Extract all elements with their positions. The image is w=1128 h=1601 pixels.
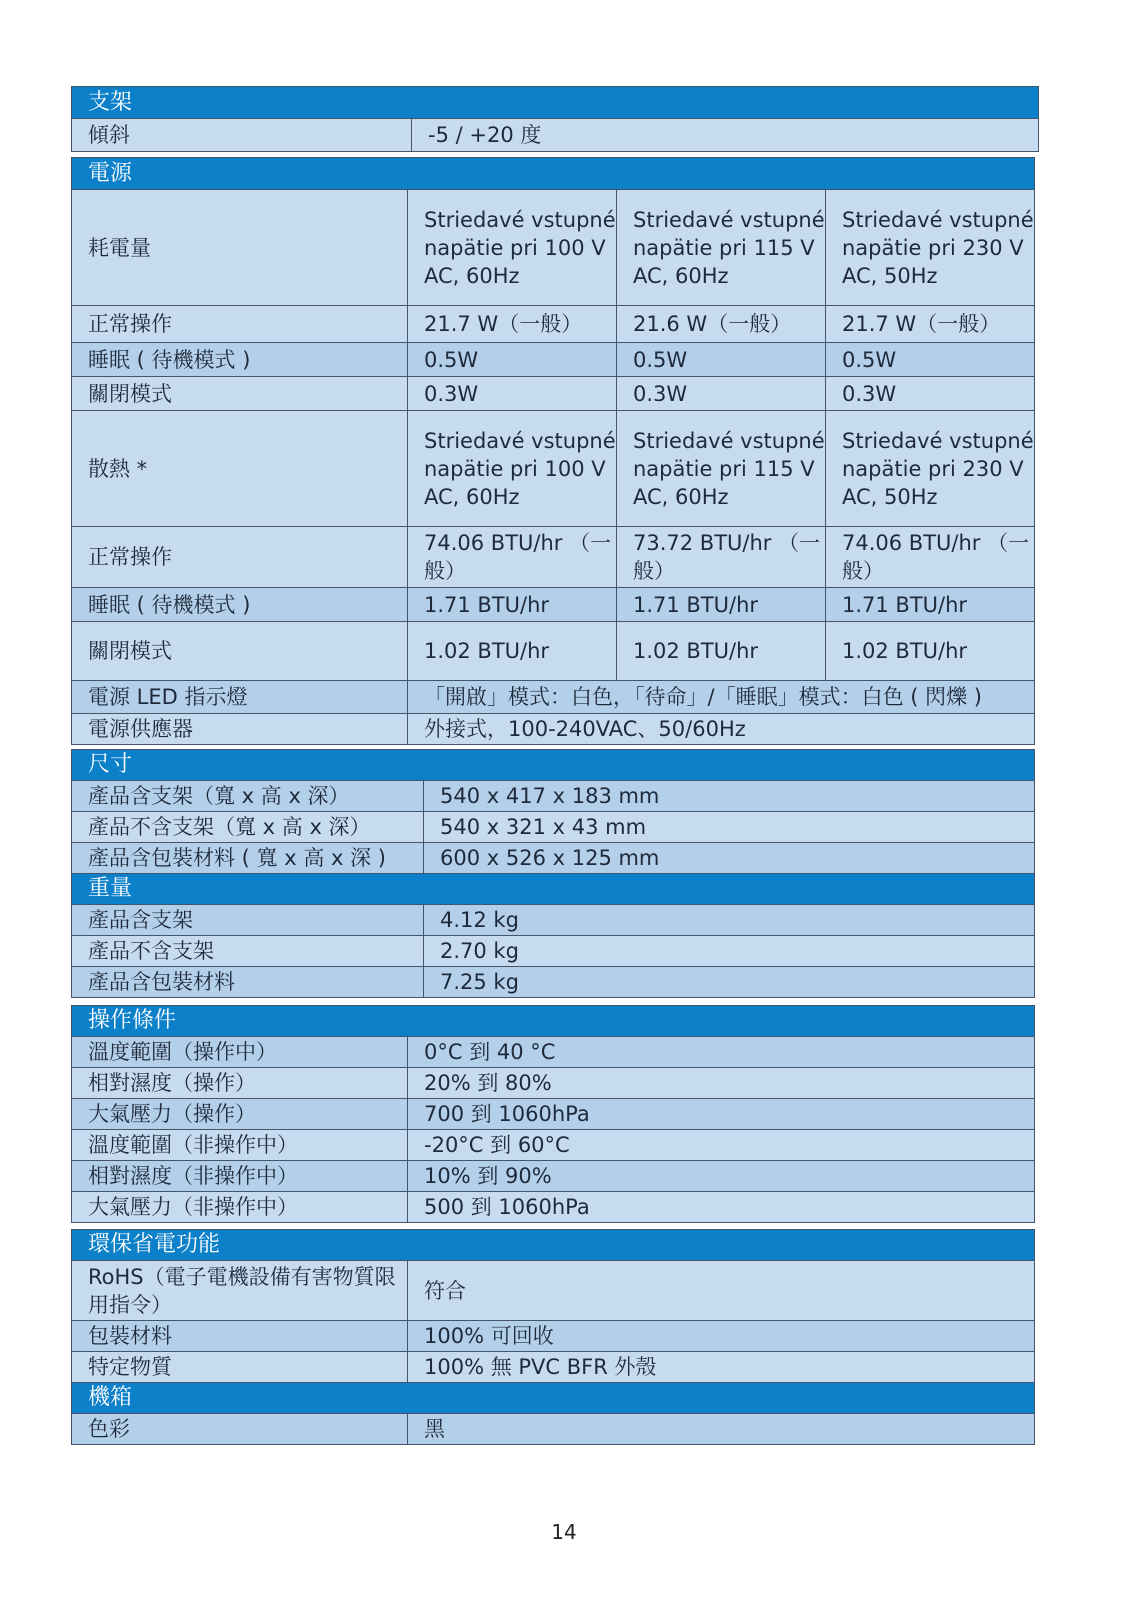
heat-sleep-v3: 1.71 BTU/hr: [826, 588, 1035, 622]
sleep-v1: 0.5W: [408, 343, 617, 377]
dim-with-stand-value: 540 x 417 x 183 mm: [424, 781, 1035, 812]
led-value: 「開啟」模式：白色，「待命」/「睡眠」模式：白色 ( 閃爍 ): [408, 681, 1035, 714]
heat-off-v1: 1.02 BTU/hr: [408, 622, 617, 681]
heat-col1-header: Striedavé vstupné napätie pri 100 V AC, 60Hz: [408, 411, 617, 527]
pressure-nonop-value: 500 到 1060hPa: [408, 1192, 1035, 1223]
page-number: 14: [551, 1520, 577, 1544]
heat-col2-header: Striedavé vstupné napätie pri 115 V AC, 60Hz: [617, 411, 826, 527]
supply-value: 外接式，100-240VAC、50/60Hz: [408, 714, 1035, 745]
heat-col3-header: Striedavé vstupné napätie pri 230 V AC, 50Hz: [826, 411, 1035, 527]
eco-header: 環保省電功能: [72, 1230, 1035, 1261]
temp-nonop-value: -20°C 到 60°C: [408, 1130, 1035, 1161]
dim-packaging-label: 產品含包裝材料 ( 寬 x 高 x 深 ): [72, 843, 424, 874]
weight-packaging-label: 產品含包裝材料: [72, 967, 424, 998]
dimensions-header: 尺寸: [72, 750, 1035, 781]
normal-op-v3: 21.7 W（一般）: [826, 306, 1035, 343]
heat-sleep-v1: 1.71 BTU/hr: [408, 588, 617, 622]
heat-label: 散熱 *: [72, 411, 408, 527]
rohs-label: RoHS（電子電機設備有害物質限用指令）: [72, 1261, 408, 1321]
consumption-label: 耗電量: [72, 190, 408, 306]
sleep-v2: 0.5W: [617, 343, 826, 377]
off-v2: 0.3W: [617, 377, 826, 411]
normal-op-v2: 21.6 W（一般）: [617, 306, 826, 343]
humidity-op-value: 20% 到 80%: [408, 1068, 1035, 1099]
tilt-value: -5 / +20 度: [412, 119, 1039, 152]
dim-packaging-value: 600 x 526 x 125 mm: [424, 843, 1035, 874]
power-header: 電源: [72, 158, 1035, 190]
off-v1: 0.3W: [408, 377, 617, 411]
dimensions-table: [71, 749, 1035, 998]
supply-label: 電源供應器: [72, 714, 408, 745]
heat-off-v2: 1.02 BTU/hr: [617, 622, 826, 681]
heat-sleep-label: 睡眠 ( 待機模式 ): [72, 588, 408, 622]
heat-normal-v3: 74.06 BTU/hr （一般）: [826, 527, 1035, 588]
humidity-nonop-value: 10% 到 90%: [408, 1161, 1035, 1192]
eco-table: [71, 1229, 1035, 1445]
temp-nonop-label: 溫度範圍（非操作中）: [72, 1130, 408, 1161]
weight-with-stand-value: 4.12 kg: [424, 905, 1035, 936]
humidity-nonop-label: 相對濕度（非操作中）: [72, 1161, 408, 1192]
operating-table: [71, 1005, 1035, 1223]
weight-header: 重量: [72, 874, 1035, 905]
pressure-op-value: 700 到 1060hPa: [408, 1099, 1035, 1130]
col3-header: Striedavé vstupné napätie pri 230 V AC, 50Hz: [826, 190, 1035, 306]
weight-without-stand-label: 產品不含支架: [72, 936, 424, 967]
sleep-v3: 0.5W: [826, 343, 1035, 377]
packaging-label: 包裝材料: [72, 1321, 408, 1352]
substances-value: 100% 無 PVC BFR 外殼: [408, 1352, 1035, 1383]
col1-header: Striedavé vstupné napätie pri 100 V AC, 60Hz: [408, 190, 617, 306]
temp-op-value: 0°C 到 40 °C: [408, 1037, 1035, 1068]
temp-op-label: 溫度範圍（操作中）: [72, 1037, 408, 1068]
sleep-label: 睡眠 ( 待機模式 ): [72, 343, 408, 377]
substances-label: 特定物質: [72, 1352, 408, 1383]
off-label: 關閉模式: [72, 377, 408, 411]
heat-off-label: 關閉模式: [72, 622, 408, 681]
heat-normal-v2: 73.72 BTU/hr （一般）: [617, 527, 826, 588]
weight-without-stand-value: 2.70 kg: [424, 936, 1035, 967]
normal-op-v1: 21.7 W（一般）: [408, 306, 617, 343]
off-v3: 0.3W: [826, 377, 1035, 411]
stand-header: 支架: [72, 87, 1039, 119]
pressure-nonop-label: 大氣壓力（非操作中）: [72, 1192, 408, 1223]
stand-table: [71, 86, 1039, 152]
dim-without-stand-value: 540 x 321 x 43 mm: [424, 812, 1035, 843]
normal-op-label: 正常操作: [72, 306, 408, 343]
tilt-label: 傾斜: [72, 119, 412, 152]
heat-off-v3: 1.02 BTU/hr: [826, 622, 1035, 681]
weight-with-stand-label: 產品含支架: [72, 905, 424, 936]
dim-with-stand-label: 產品含支架（寬 x 高 x 深）: [72, 781, 424, 812]
color-value: 黑: [408, 1414, 1035, 1445]
operating-header: 操作條件: [72, 1006, 1035, 1037]
led-label: 電源 LED 指示燈: [72, 681, 408, 714]
power-table: [71, 157, 1035, 745]
heat-normal-v1: 74.06 BTU/hr （一般）: [408, 527, 617, 588]
weight-packaging-value: 7.25 kg: [424, 967, 1035, 998]
pressure-op-label: 大氣壓力（操作）: [72, 1099, 408, 1130]
packaging-value: 100% 可回收: [408, 1321, 1035, 1352]
dim-without-stand-label: 產品不含支架（寬 x 高 x 深）: [72, 812, 424, 843]
heat-sleep-v2: 1.71 BTU/hr: [617, 588, 826, 622]
cabinet-header: 機箱: [72, 1383, 1035, 1414]
heat-normal-label: 正常操作: [72, 527, 408, 588]
color-label: 色彩: [72, 1414, 408, 1445]
rohs-value: 符合: [408, 1261, 1035, 1321]
humidity-op-label: 相對濕度（操作）: [72, 1068, 408, 1099]
col2-header: Striedavé vstupné napätie pri 115 V AC, 60Hz: [617, 190, 826, 306]
